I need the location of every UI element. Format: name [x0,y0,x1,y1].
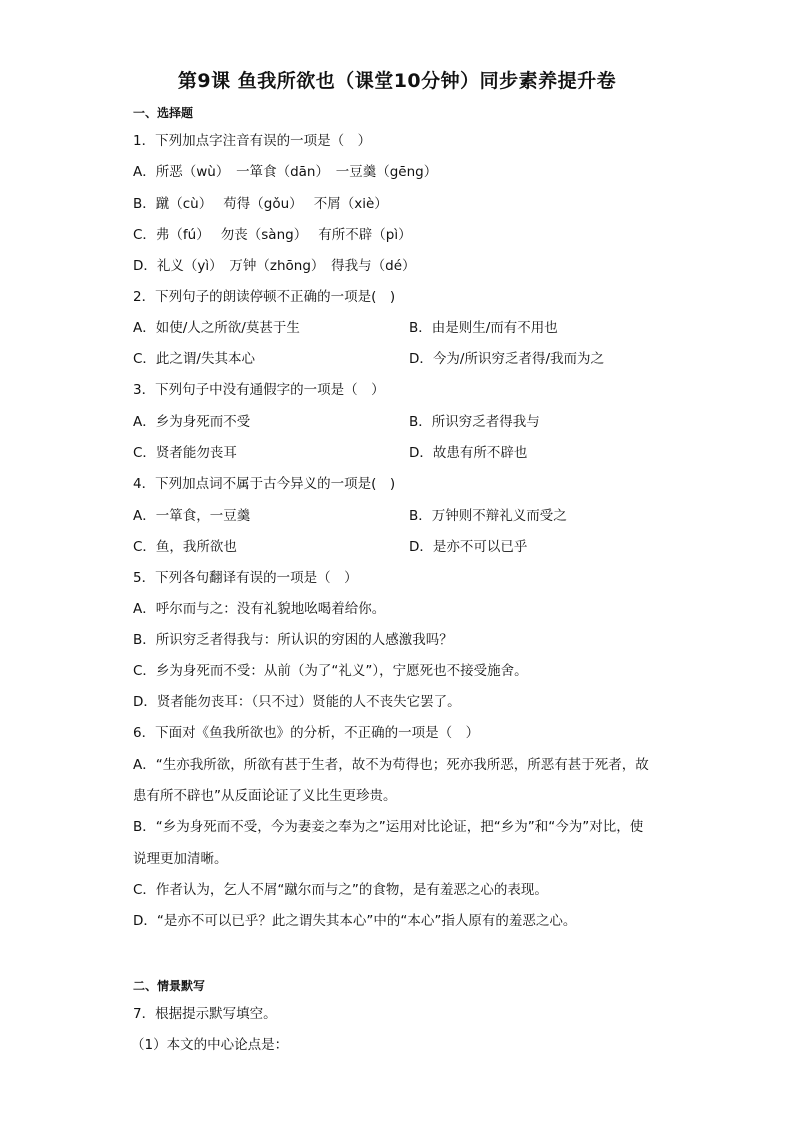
question-4-option-b: B．万钟则不辩礼义而受之 [409,508,567,524]
question-5-option-a: A．呼尔而与之：没有礼貌地吆喝着给你。 [133,601,386,617]
question-2-stem: 2．下列句子的朗读停顿不正确的一项是( ) [133,289,396,305]
question-5-stem: 5．下列各句翻译有误的一项是（ ） [133,570,358,586]
question-3-stem: 3．下列句子中没有通假字的一项是（ ） [133,382,385,398]
question-6-option-a-line1: A．“生亦我所欲，所欲有甚于生者，故不为苟得也；死亦我所恶，所恶有甚于死者，故 [133,757,649,773]
question-1-option-d: D．礼义（yì） 万钟（zhōng） 得我与（dé） [133,258,416,274]
question-6-option-a-line2: 患有所不辟也”从反面论证了义比生更珍贵。 [133,788,397,804]
question-2-option-d: D．今为/所识穷乏者得/我而为之 [409,351,604,367]
question-2-option-c: C．此之谓/失其本心 [133,351,255,367]
question-6-option-b-line1: B．“乡为身死而不受，今为妻妾之奉为之”运用对比论证，把“乡为”和“今为”对比，使 [133,819,644,835]
question-1-option-c: C．弗（fú） 勿丧（sàng） 有所不辟（pì） [133,227,412,243]
section-heading-choice: 一、选择题 [133,106,194,120]
question-6-option-b-line2: 说理更加清晰。 [133,851,228,867]
question-5-option-b: B．所识穷乏者得我与：所认识的穷困的人感激我吗？ [133,632,453,648]
question-5-option-c: C．乡为身死而不受：从前（为了“礼义”），宁愿死也不接受施舍。 [133,663,528,679]
question-7-stem: 7．根据提示默写填空。 [133,1006,277,1022]
question-2-option-b: B．由是则生/而有不用也 [409,320,558,336]
question-2-option-a: A．如使/人之所欲/莫甚于生 [133,320,300,336]
question-6-option-c: C．作者认为，乞人不屑“蹴尔而与之”的食物，是有羞恶之心的表现。 [133,882,548,898]
question-4-option-a: A．一箪食，一豆羹 [133,508,251,524]
question-6-stem: 6．下面对《鱼我所欲也》的分析，不正确的一项是（ ） [133,725,480,741]
question-6-option-d: D．“是亦不可以已乎？此之谓失其本心”中的“本心”指人原有的羞恶之心。 [133,913,577,929]
question-3-option-c: C．贤者能勿丧耳 [133,445,237,461]
question-3-option-b: B．所识穷乏者得我与 [409,414,540,430]
question-4-option-d: D．是亦不可以已乎 [409,539,528,555]
question-4-stem: 4．下列加点词不属于古今异义的一项是( ) [133,476,396,492]
question-3-option-d: D．故患有所不辟也 [409,445,528,461]
question-1-stem: 1．下列加点字注音有误的一项是（ ） [133,133,372,149]
question-5-option-d: D．贤者能勿丧耳：（只不过）贤能的人不丧失它罢了。 [133,694,461,710]
question-7-sub1: （1）本文的中心论点是： [131,1037,289,1053]
question-4-option-c: C．鱼，我所欲也 [133,539,237,555]
section-heading-dictation: 二、情景默写 [133,979,206,993]
question-3-option-a: A．乡为身死而不受 [133,414,251,430]
page-title: 第9课 鱼我所欲也（课堂10分钟）同步素养提升卷 [177,70,617,92]
question-1-option-b: B．蹴（cù） 苟得（gǒu） 不屑（xiè） [133,196,388,212]
question-1-option-a: A．所恶（wù） 一箪食（dān） 一豆羹（gēng） [133,164,438,180]
